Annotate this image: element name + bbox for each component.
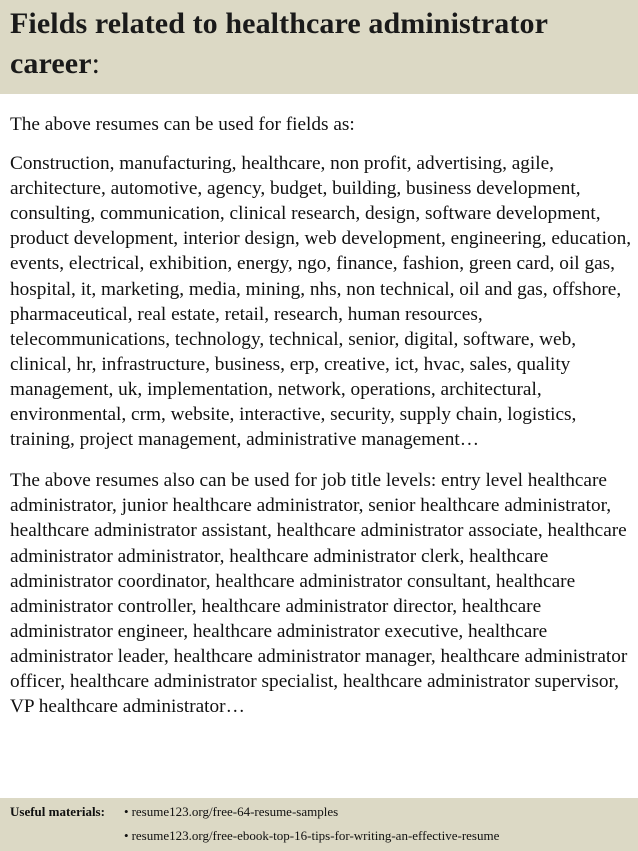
main-content (10, 112, 632, 719)
footer (0, 798, 638, 851)
ebook-tips-link-text: resume123.org/free-ebook-top-16-tips-for-writing-an-effective-resume (131, 828, 500, 843)
bullet-icon: • (124, 804, 129, 819)
title-bar (0, 0, 638, 94)
fields-paragraph: Construction, manufacturing, healthcare, non profit, advertising, agile, architecture, automotive, agency, budget, building, business development, consulting, communication, clinical research, design, software development, product development, interior design, web development, engineering, education, events, electrical, exhibition, energy, ngo, finance, fashion, green card, oil gas, hospital, it, marketing, media, mining, nhs, non technical, oil and gas, offshore, pharmaceutical, real estate, retail, research, human resources, telecommunications, technology, technical, senior, digital, software, web, clinical, hr, infrastructure, business, erp, creative, ict, hvac, sales, quality management, uk, implementation, network, operations, architectural, environmental, crm, website, interactive, security, supply chain, logistics, training, project management, administrative management… (10, 153, 632, 451)
intro-text: The above resumes can be used for fields as: (10, 114, 355, 135)
ebook-tips-link[interactable] (124, 828, 499, 844)
resume-samples-link[interactable] (124, 804, 338, 820)
bullet-icon: • (124, 828, 129, 843)
page-title-colon: : (91, 47, 101, 80)
useful-materials-label: Useful materials: (10, 804, 105, 819)
page-title (10, 4, 630, 84)
job-levels-paragraph: The above resumes also can be used for job title levels: entry level healthcare administrator, junior healthcare administrator, senior healthcare administrator, healthcare administrator assistant, healthcare administrator associate, healthcare administrator administrator, healthcare administrator clerk, healthcare administrator coordinator, healthcare administrator consultant, healthcare administrator controller, healthcare administrator director, healthcare administrator engineer, healthcare administrator executive, healthcare administrator leader, healthcare administrator manager, healthcare administrator officer, healthcare administrator specialist, healthcare administrator supervisor, VP healthcare administrator… (10, 470, 628, 718)
resume-samples-link-text: resume123.org/free-64-resume-samples (131, 804, 339, 819)
page-title-text: Fields related to healthcare administrator career (10, 7, 548, 80)
